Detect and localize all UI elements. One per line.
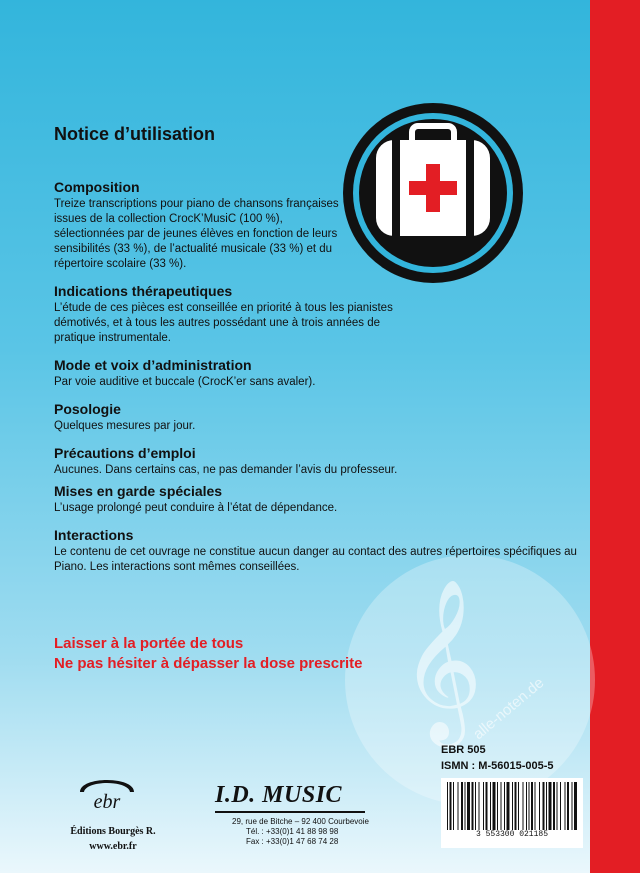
barcode-bar — [567, 782, 569, 830]
section-heading: Indications thérapeutiques — [54, 283, 233, 299]
ebr-logo-text: ebr — [93, 791, 121, 813]
barcode-bar — [543, 782, 545, 830]
barcode-bar — [572, 782, 573, 830]
barcode-bar — [465, 782, 466, 830]
address-line: 29, rue de Bitche – 92 400 Courbevoie — [232, 817, 369, 826]
warning-line: Laisser à la portée de tous — [54, 635, 244, 652]
barcode-bar — [497, 782, 498, 830]
section-heading: Précautions d’emploi — [54, 445, 196, 461]
section-mises-en-garde — [54, 482, 594, 516]
barcode-bar — [560, 782, 561, 830]
section-indications — [54, 282, 399, 346]
treble-clef-icon: 𝄞 — [400, 578, 483, 741]
barcode-bar — [453, 782, 454, 830]
notice-sections — [54, 178, 594, 575]
barcode-bar — [539, 782, 540, 830]
section-body: Par voie auditive et buccale (CrocK’er sans avaler). — [54, 376, 316, 388]
ebr-publisher-name: Éditions Bourgès R. — [70, 826, 156, 837]
section-body: Aucunes. Dans certains cas, ne pas demander l’avis du professeur. — [54, 464, 398, 476]
barcode-bar — [549, 782, 552, 830]
tel-line: Tél. : +33(0)1 41 88 98 98 — [246, 827, 339, 836]
barcode-bar — [490, 782, 491, 830]
barcode-bar — [475, 782, 476, 830]
idmusic-address — [232, 817, 369, 847]
section-heading: Mode et voix d’administration — [54, 357, 252, 373]
section-body: Le contenu de cet ouvrage ne constitue aucun danger au contact des autres répertoires spécifiques au Piano. Les interactions sont mêmes conseillées. — [54, 546, 577, 573]
barcode-bar — [504, 782, 505, 830]
idmusic-rule — [215, 811, 365, 813]
watermark-text: alle-noten.de — [470, 674, 548, 744]
red-side-stripe — [590, 0, 640, 873]
barcode-bar — [531, 782, 533, 830]
barcode-bar — [479, 782, 480, 830]
barcode-bar — [526, 782, 527, 830]
section-posologie — [54, 400, 594, 434]
ismn-code: ISMN : M-56015-005-5 — [441, 760, 554, 772]
barcode-bar — [486, 782, 488, 830]
barcode-bar — [501, 782, 502, 830]
section-interactions — [54, 526, 594, 575]
section-body: L’étude de ces pièces est conseillée en priorité à tous les pianistes démotivés, et à tous les autres possédant une à trois années de pratique instrumentale. — [54, 302, 393, 344]
section-composition — [54, 178, 339, 272]
barcode-bar — [447, 782, 448, 830]
idmusic-logo: I.D. MUSIC — [215, 782, 343, 808]
barcode-bar — [529, 782, 530, 830]
barcode-bar — [512, 782, 513, 830]
barcode-bar — [565, 782, 566, 830]
barcode-bar — [493, 782, 496, 830]
ebr-logo — [72, 770, 142, 816]
barcode-bar — [461, 782, 463, 830]
warning-line: Ne pas hésiter à dépasser la dose prescrite — [54, 655, 363, 672]
section-body: L’usage prolongé peut conduire à l’état de dépendance. — [54, 502, 338, 514]
section-heading: Mises en garde spéciales — [54, 483, 223, 499]
ebr-code: EBR 505 — [441, 744, 486, 756]
barcode-bar — [574, 782, 577, 830]
ebr-url: www.ebr.fr — [89, 841, 137, 852]
fax-line: Fax : +33(0)1 47 68 74 28 — [246, 837, 339, 846]
barcode-bar — [483, 782, 484, 830]
section-heading: Composition — [54, 179, 140, 195]
section-administration — [54, 356, 594, 390]
barcode-bar — [546, 782, 547, 830]
section-precautions — [54, 444, 594, 478]
barcode-bar — [458, 782, 459, 830]
barcode-bar — [518, 782, 519, 830]
barcode-bar — [467, 782, 470, 830]
section-body: Quelques mesures par jour. — [54, 420, 196, 432]
barcode-bar — [450, 782, 452, 830]
page-title: Notice d’utilisation — [54, 124, 216, 144]
barcode-bar — [515, 782, 517, 830]
barcode-bar — [553, 782, 555, 830]
section-body: Treize transcriptions pour piano de chansons françaises issues de la collection CrocK’MusiC (100 %), sélectionnées par de jeunes élèves en fonction de leurs sensibilités (33 %), de l’actualité musicale (33 %) et du répertoire scolaire (33 %). — [54, 198, 339, 270]
section-heading: Interactions — [54, 527, 134, 543]
barcode-bar — [472, 782, 474, 830]
barcode-bar — [507, 782, 510, 830]
section-heading: Posologie — [54, 401, 121, 417]
product-codes — [441, 742, 554, 774]
barcode-bar — [557, 782, 558, 830]
barcode-bar — [523, 782, 524, 830]
warnings — [54, 634, 363, 674]
barcode-number: 3 553300 021185 — [475, 830, 548, 839]
barcode-bar — [535, 782, 536, 830]
